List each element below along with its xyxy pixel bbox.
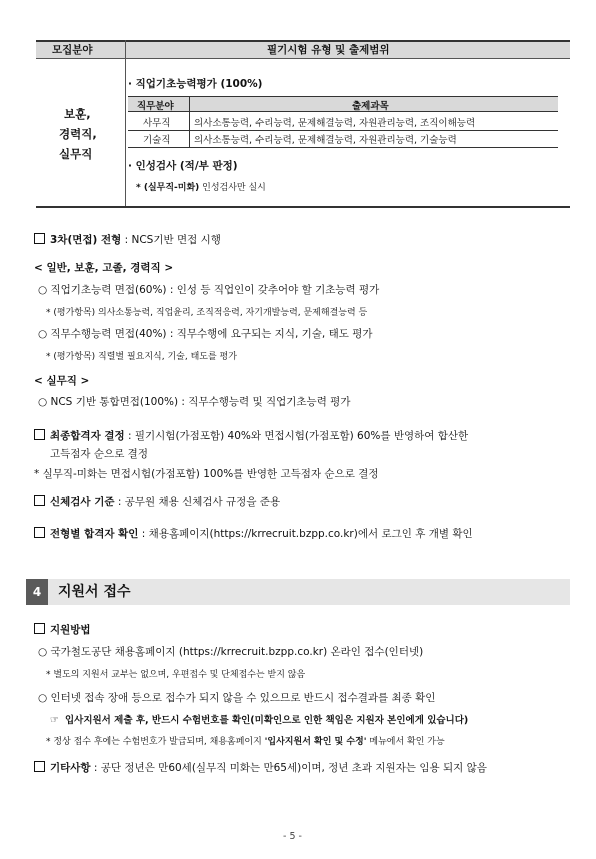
checkbox-icon <box>34 233 45 244</box>
inner-row-1-field: 사무직 <box>143 118 171 129</box>
apply-method-item-check: ○ 인터넷 접속 장애 등으로 접수가 되지 않을 수 있으므로 반드시 접수결과를 최종 확인 <box>38 692 436 704</box>
inner-header-row <box>128 96 558 112</box>
interview-item-job-note: * (평가항목) 직렬별 필요지식, 기술, 태도를 평가 <box>46 352 237 362</box>
apply-method-heading: 지원방법 <box>34 622 91 637</box>
interview-item-ncs: ○ NCS 기반 통합면접(100%) : 직무수행능력 및 직업기초능력 평가 <box>38 396 351 408</box>
inner-row-2-field: 기술직 <box>143 135 171 146</box>
checkbox-icon <box>34 623 45 634</box>
final-decision-line2: 고득점자 순으로 결정 <box>50 448 148 460</box>
interview-heading: 3차(면접) 전형 : NCS기반 면접 시행 <box>34 232 221 247</box>
section-4-title: 지원서 접수 <box>58 584 131 600</box>
table-divider <box>125 40 126 208</box>
inner-row-divider <box>128 130 558 131</box>
interview-item-job: ○ 직무수행능력 면접(40%) : 직무수행에 요구되는 지식, 기술, 태도 평가 <box>38 328 373 340</box>
checkbox-icon <box>34 761 45 772</box>
page-number: - 5 - <box>283 831 302 842</box>
pointing-hand-icon: ☞ <box>50 715 59 726</box>
section-4-number: 4 <box>26 579 48 605</box>
interview-item-basic-note: * (평가항목) 의사소통능력, 직업윤리, 조직적응력, 자기개발능력, 문제해결능력 등 <box>46 308 368 318</box>
interview-group-general: < 일반, 보훈, 고졸, 경력직 > <box>34 262 174 274</box>
apply-method-item-online-note: * 별도의 지원서 교부는 없으며, 우편접수 및 단체접수는 받지 않음 <box>46 670 306 680</box>
table-header-field: 모집분야 <box>52 44 93 56</box>
section-title-basic-ability: · 직업기초능력평가 (100%) <box>128 78 263 90</box>
checkbox-icon <box>34 429 45 440</box>
inner-header-subjects: 출제과목 <box>352 101 389 112</box>
checkbox-icon <box>34 495 45 506</box>
inner-row-1-subjects: 의사소통능력, 수리능력, 문제해결능력, 자원관리능력, 조직이해능력 <box>194 118 476 129</box>
apply-method-item-online: ○ 국가철도공단 채용홈페이지 (https://krrecruit.bzpp.co.kr) 온라인 접수(인터넷) <box>38 646 424 658</box>
other-matters-heading: 기타사항 : 공단 정년은 만60세(실무직 미화는 만65세)이며, 정년 초과 지원자는 임용 되지 않음 <box>34 760 487 775</box>
inner-header-field: 직무분야 <box>137 101 174 112</box>
interview-item-basic: ○ 직업기초능력 면접(60%) : 인성 등 직업인이 갖추어야 할 기초능력 평가 <box>38 284 380 296</box>
apply-warning: ☞ 입사지원서 제출 후, 반드시 수험번호를 확인(미확인으로 인한 책임은 지원자 본인에게 있습니다) <box>50 715 469 726</box>
physical-check-heading: 신체검사 기준 : 공무원 채용 신체검사 규정을 준용 <box>34 494 280 509</box>
checkbox-icon <box>34 527 45 538</box>
personality-note: * (실무직-미화) 인성검사만 실시 <box>136 183 266 193</box>
field-line-1: 보훈, <box>64 107 91 121</box>
final-decision-heading: 최종합격자 결정 : 필기시험(가점포함) 40%와 면접시험(가점포함) 60%를 반영하여 합산한 <box>34 428 468 443</box>
inner-divider <box>189 96 190 148</box>
result-confirm-heading: 전형별 합격자 확인 : 채용홈페이지(https://krrecruit.bzpp.co.kr)에서 로그인 후 개별 확인 <box>34 526 473 541</box>
final-decision-note: * 실무직-미화는 면접시험(가점포함) 100%를 반영한 고득점자 순으로 결정 <box>34 468 379 480</box>
table-header-scope: 필기시험 유형 및 출제범위 <box>267 44 390 56</box>
section-title-personality: · 인성검사 (적/부 판정) <box>128 160 238 172</box>
field-line-2: 경력직, <box>59 127 97 141</box>
inner-bottom-border <box>128 147 558 148</box>
field-line-3: 실무직 <box>59 147 93 161</box>
apply-method-note: * 정상 접수 후에는 수험번호가 발급되며, 채용홈페이지 '입사지원서 확인 및 수정' 메뉴에서 확인 가능 <box>46 737 445 747</box>
interview-group-practical: < 실무직 > <box>34 375 90 387</box>
table-bottom-border <box>36 206 570 208</box>
inner-row-2-subjects: 의사소통능력, 수리능력, 문제해결능력, 자원관리능력, 기술능력 <box>194 135 457 146</box>
